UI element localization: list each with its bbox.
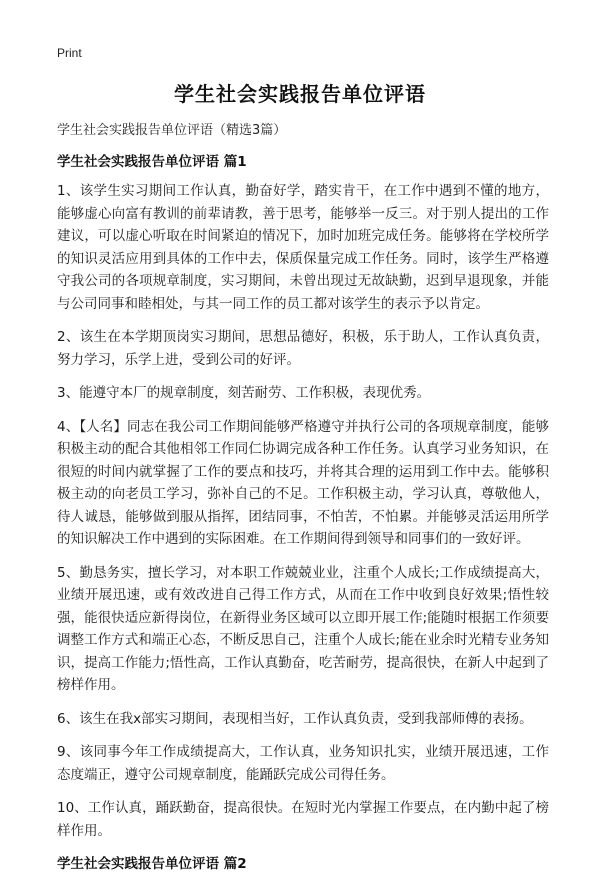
paragraph-2: 2、该生在本学期顶岗实习期间，思想品德好，积极，乐于助人，工作认真负责，努力学习，乐学上进，受到公司的好评。 (57, 329, 549, 368)
section-1-body (57, 180, 549, 887)
paragraph-1: 1、该学生实习期间工作认真，勤奋好学，踏实肯干，在工作中遇到不懂的地方，能够虚心向富有教训的前辈请教，善于思考，能够举一反三。对于别人提出的工作建议，可以虚心听取在时间紧迫的情况下，加时加班完成任务。能够将在学校所学的知识灵活应用到具体的工作中去，保质保量完成工作任务。同时，该学生严格遵守我公司的各项规章制度，实习期间，未曾出现过无故缺勤，迟到早退现象，并能与公司同事和睦相处，与其一同工作的员工都对该学生的表示予以肯定。 (57, 183, 549, 312)
paragraph-3: 3、能遵守本厂的规章制度，刻苦耐劳、工作积极，表现优秀。 (57, 385, 431, 401)
paragraph-4: 4、【人名】同志在我公司工作期间能够严格遵守并执行公司的各项规章制度，能够积极主动的配合其他相邻工作同仁协调完成各种工作任务。认真学习业务知识，在很短的时间内就掌握了工作的要点和技巧，并将其合理的运用到工作中去。能够积极主动的向老员工学习，弥补自己的不足。工作积极主动，学习认真，尊敬他人，待人诚恳，能够做到服从指挥，团结同事，不怕苦，不怕累。并能够灵活运用所学的知识解决工作中遇到的实际困难。在工作期间得到领导和同事们的一致好评。 (57, 418, 549, 547)
print-label: Print (57, 46, 82, 60)
paragraph-5: 5、勤恳务实，擅长学习，对本职工作兢兢业业，注重个人成长;工作成绩提高大，业绩开展迅速，或有效改进自己得工作方式，从而在工作中收到良好效果;悟性较强，能很快适应新得岗位，在新得业务区域可以立即开展工作;能随时根据工作须要调整工作方式和端正心态，不断反思自己，注重个人成长;能在业余时光精专业务知识，提高工作能力;悟性高，工作认真勤奋，吃苦耐劳，提高很快，在新人中起到了榜样作用。 (57, 564, 549, 693)
paragraph-6: 6、该生在我x部实习期间，表现相当好，工作认真负责，受到我部师傅的表扬。 (57, 710, 533, 727)
section-heading-2: 学生社会实践报告单位评语 篇2 (57, 856, 247, 872)
document-subtitle: 学生社会实践报告单位评语（精选3篇） (57, 123, 287, 138)
paragraph-10: 10、工作认真，踊跃勤奋，提高很快。在短时光内掌握工作要点，在内勤中起了榜样作用。 (57, 800, 549, 839)
section-heading-1: 学生社会实践报告单位评语 篇1 (57, 154, 247, 170)
paragraph-9: 9、该同事今年工作成绩提高大，工作认真，业务知识扎实，业绩开展迅速，工作态度端正，遵守公司规章制度，能踊跃完成公司得任务。 (57, 744, 549, 783)
document-title: 学生社会实践报告单位评语 (174, 82, 426, 106)
